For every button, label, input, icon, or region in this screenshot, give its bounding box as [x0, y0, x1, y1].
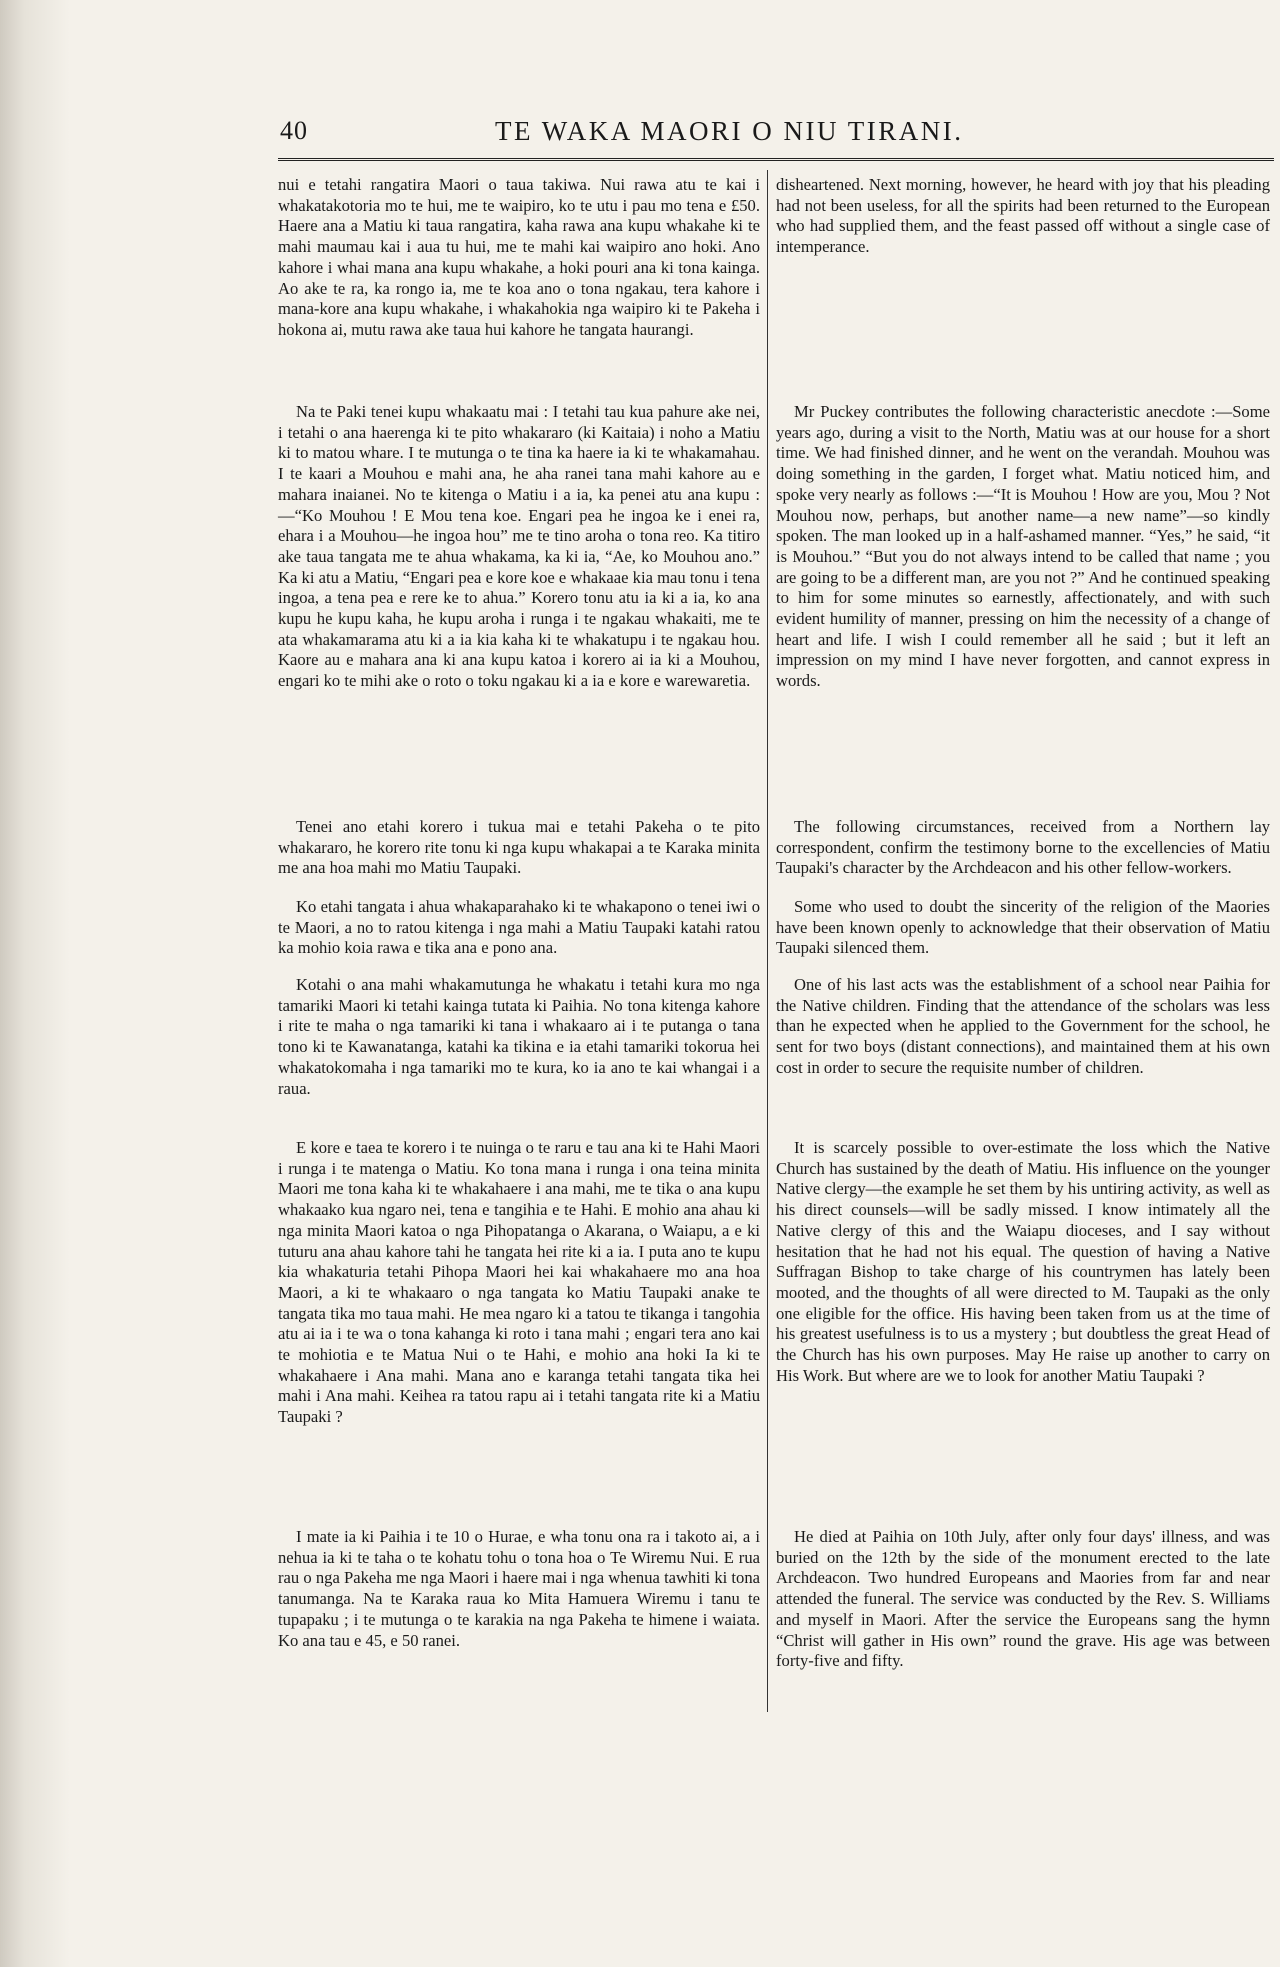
paragraph-text: He died at Paihia on 10th July, after only four days' illness, and was buried on the 12th by the side of the monument erected to the late Archdeacon. Two hundred Europeans and Maories from far and near attended the funeral. The service was conducted by the Rev. S. Williams and myself in Maori. After the service the Europeans sang the hymn “Christ will gather in His own” round the grave. His age was between forty-five and fifty.	[776, 1527, 1270, 1671]
paragraph-right-1	[776, 175, 1270, 258]
paragraph-text: disheartened. Next morning, however, he heard with joy that his pleading had not been useless, for all the spirits had been returned to the European who had supplied them, and the feast passed off without a single case of intemperance.	[776, 175, 1270, 257]
paragraph-text: Kotahi o ana mahi whakamutunga he whakatu i tetahi kura mo nga tamariki Maori ki tetahi kainga tutata ki Paihia. No tona kitenga kahore i rite te maha o nga tamariki ki tana i whakaaro ai i te putanga o tana tono ki te Kawanatanga, katahi ka tikina e ia etahi tamariki tokorua hei whakatokomaha i nga tamariki mo te kura, ko ia ano te kai whangai i a raua.	[278, 975, 760, 1098]
paragraph-text: Mr Puckey contributes the following characteristic anecdote :—Some years ago, during a visit to the North, Matiu was at our house for a short time. We had finished dinner, and he went on the verandah. Mouhou was doing something in the garden, I forget what. Matiu noticed him, and spoke very nearly as follows :—“It is Mouhou ! How are you, Mou ? Not Mouhou now, perhaps, but another name—a new name”—so kindly spoken. The man looked up in a half-ashamed manner. “Yes,” he said, “it is Mouhou.” “But you do not always intend to be called that name ; you are going to be a different man, are you not ?” And he continued speaking to him for some minutes so earnestly, affectionately, and with such evident humility of manner, pressing on him the necessity of a change of heart and life. I wish I could remember all he said ; but it left an impression on my mind I have never forgotten, and cannot express in words.	[776, 402, 1270, 691]
paragraph-text: Ko etahi tangata i ahua whakaparahako ki te whakapono o tenei iwi o te Maori, a no to ratou kitenga i nga mahi a Matiu Taupaki katahi ratou ka mohio koia rawa e tika ana e pono ana.	[278, 897, 760, 958]
paragraph-text: E kore e taea te korero i te nuinga o te raru e tau ana ki te Hahi Maori i runga i te matenga o Matiu. Ko tona mana i runga i ona teina minita Maori me tona kaha ki te whakahaere i ana mahi, me te tika o ana kupu whakaako kua ngaro nei, tena e tangihia e te Hahi. E mohio ana ahau ki nga minita Maori katoa o nga Pihopatanga o Akarana, o Waiapu, a e ki tuturu ana ahau kahore tahi he tangata hei rite ki a ia. I puta ano te kupu kia whakaturia tetahi Pihopa Maori hei kai whakahaere mo ana hoa Maori, a ki te whakaaro o nga tangata ko Matiu Taupaki anake te tangata tika mo taua mahi. He mea ngaro ki a tatou te tikanga i tangohia atu ai ia i te wa o tona kahanga ki roto i tana mahi ; engari tera ano kai te mohiotia e te Matua Nui o te Hahi, e mohio ana hoki Ia ki te whakahaere i Ana mahi. Mana ano e karanga tetahi tangata tika hei mahi i Ana mahi. Keihea ra tatou rapu ai i tetahi tangata rite ki a Matiu Taupaki ?	[278, 1138, 760, 1427]
paragraph-right-6	[776, 1138, 1270, 1386]
paragraph-right-7	[776, 1527, 1270, 1672]
paragraph-text: Tenei ano etahi korero i tukua mai e tetahi Pakeha o te pito whakararo, he korero rite tonu ki nga kupu whakapai a te Karaka minita me ana hoa mahi mo Matiu Taupaki.	[278, 817, 760, 878]
paragraph-text: The following circumstances, received from a Northern lay correspondent, confirm the testimony borne to the excellencies of Matiu Taupaki's character by the Archdeacon and his other fellow-workers.	[776, 817, 1270, 878]
paragraph-text: It is scarcely possible to over-estimate the loss which the Native Church has sustained by the death of Matiu. His influence on the younger Native clergy—the example he set them by his untiring activity, as well as his direct counsels—will be sadly missed. I know intimately all the Native clergy of this and the Waiapu dioceses, and I say without hesitation that he had not his equal. The question of having a Native Suffragan Bishop to take charge of his countrymen has lately been mooted, and the thoughts of all were directed to M. Taupaki as the only one eligible for the office. His having been taken from us at the time of his greatest usefulness is to us a mystery ; but doubtless the great Head of the Church has his own purposes. May He raise up another to carry on His Work. But where are we to look for another Matiu Taupaki ?	[776, 1138, 1270, 1385]
paragraph-right-3	[776, 817, 1270, 879]
running-title: TE WAKA MAORI O NIU TIRANI.	[495, 116, 964, 146]
page-header	[280, 112, 1274, 152]
paragraph-text: I mate ia ki Paihia i te 10 o Hurae, e wha tonu ona ra i takoto ai, a i nehua ia ki te taha o te kohatu tohu o tona hoa o Te Wiremu Nui. E rua rau o nga Pakeha me nga Maori i haere mai i nga whenua tawhiti ki tona tanumanga. Na te Karaka raua ko Mita Hamuera Wiremu i tanu te tupapaku ; i te mutunga o te karakia na nga Pakeha te himene i waiata. Ko ana tau e 45, e 50 ranei.	[278, 1527, 760, 1650]
paragraph-right-2	[776, 402, 1270, 692]
paragraph-left-1	[278, 175, 760, 341]
header-rule	[278, 158, 1274, 161]
paragraph-left-2	[278, 402, 760, 692]
page-edge-shadow	[0, 0, 70, 1967]
paragraph-right-4	[776, 897, 1270, 959]
paragraph-left-6	[278, 1138, 760, 1428]
column-divider	[767, 170, 768, 1712]
paragraph-text: Na te Paki tenei kupu whakaatu mai : I tetahi tau kua pahure ake nei, i tetahi o ana haerenga ki te pito whakararo (ki Kaitaia) i noho a Matiu ki to matou whare. I te mutunga o te tina ka haere ia ki te whakamahau. I te kaari a Mouhou e mahi ana, he aha ranei tana mahi kahore au e mahara inaianei. No te kitenga o Matiu i a ia, ka penei atu ana kupu : —“Ko Mouhou ! E Mou tena koe. Engari pea he ingoa ke i enei ra, ehara i a Mouhou—he ingoa hou” me te tino aroha o tona reo. Ka titiro ake taua tangata me te ahua whakama, ka ki ia, “Ae, ko Mouhou ano.” Ka ki atu a Matiu, “Engari pea e kore koe e whakaae kia mau tonu i tena ingoa, a tena pea e rere ke to ahua.” Korero tonu atu ia ki a ia, ko ana kupu he kupu kaha, he kupu aroha i runga i te ngakau whakaiti, me te ata whakamarama atu ki a ia kia kaha ki te whakatupu i te ngakau hou. Kaore au e mahara ana ki ana kupu katoa i korero ai ia ki a Mouhou, engari ko te mihi ake o roto o toku ngakau ki a ia e kore e warewaretia.	[278, 402, 760, 691]
paragraph-left-7	[278, 1527, 760, 1651]
paragraph-text: nui e tetahi rangatira Maori o taua takiwa. Nui rawa atu te kai i whakatakotoria mo te hui, me te waipiro, ko te utu i pau mo tena e £50. Haere ana a Matiu ki taua rangatira, kaha rawa ana kupu whakahe ki te mahi maumau kai i aua tu hui, me te mahi kai waipiro ano hoki. Ano kahore i whai mana ana kupu whakahe, a hoki pouri ana ki tona kainga. Ao ake te ra, ka rongo ia, me te koa ano o tona ngakau, tera kahore i mana-kore ana kupu whakahe, i whakahokia nga waipiro ki te Pakeha i hokona ai, mutu rawa ake taua hui kahore he tangata haurangi.	[278, 175, 760, 339]
paragraph-text: One of his last acts was the establishment of a school near Paihia for the Native children. Finding that the attendance of the scholars was less than he expected when he applied to the Government for the school, he sent for two boys (distant connections), and maintained them at his own cost in order to secure the requisite number of children.	[776, 975, 1270, 1077]
paragraph-left-4	[278, 897, 760, 959]
paragraph-left-5	[278, 975, 760, 1099]
paragraph-right-5	[776, 975, 1270, 1079]
paragraph-text: Some who used to doubt the sincerity of the religion of the Maories have been known openly to acknowledge that their observation of Matiu Taupaki silenced them.	[776, 897, 1270, 958]
page-number: 40	[280, 116, 308, 145]
paragraph-left-3	[278, 817, 760, 879]
